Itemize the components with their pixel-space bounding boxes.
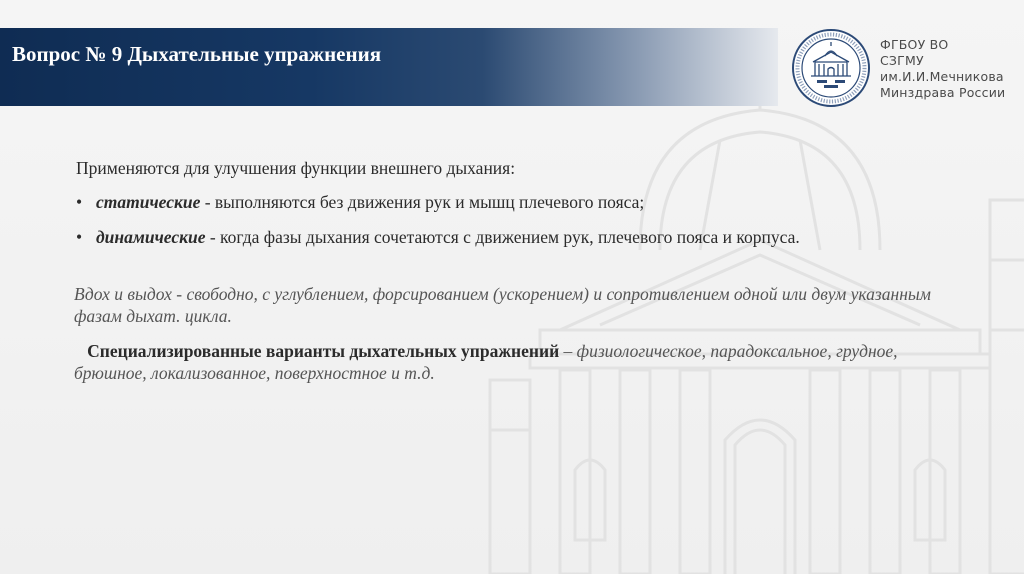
org-line-4: Минздрава России [880, 85, 1006, 100]
page-title: Вопрос № 9 Дыхательные упражнения [12, 42, 382, 66]
org-line-2: СЗГМУ [880, 53, 924, 68]
bullet-icon: • [76, 227, 83, 247]
list-item [76, 191, 886, 213]
bullet-term: динамические [96, 227, 206, 247]
org-line-3: им.И.И.Мечникова [880, 69, 1004, 84]
bullet-text: - выполняются без движения рук и мышц плечевого пояса; [200, 192, 645, 212]
bullet-text: - когда фазы дыхания сочетаются с движением рук, плечевого пояса и корпуса. [205, 227, 800, 247]
specialized-exercises [74, 340, 954, 384]
breathing-note: Вдох и выдох - свободно, с углублением, форсированием (ускорением) и сопротивлением одной или двум указанным фазам дыхат. цикла. [74, 284, 931, 326]
university-seal-icon [791, 28, 871, 108]
org-line-1: ФГБОУ ВО [880, 37, 949, 52]
specialized-lead: Специализированные варианты дыхательных упражнений [87, 341, 560, 361]
bullet-icon: • [76, 192, 83, 212]
header-bar [0, 28, 778, 106]
bullet-term: статические [96, 192, 201, 212]
organization-name [880, 37, 1005, 101]
intro-text: Применяются для улучшения функции внешнего дыхания: [76, 158, 516, 178]
list-item [76, 226, 886, 248]
specialized-rest: – физиологическое, парадоксальное, грудное, брюшное, локализованное, поверхностное и т.д. [74, 341, 898, 383]
